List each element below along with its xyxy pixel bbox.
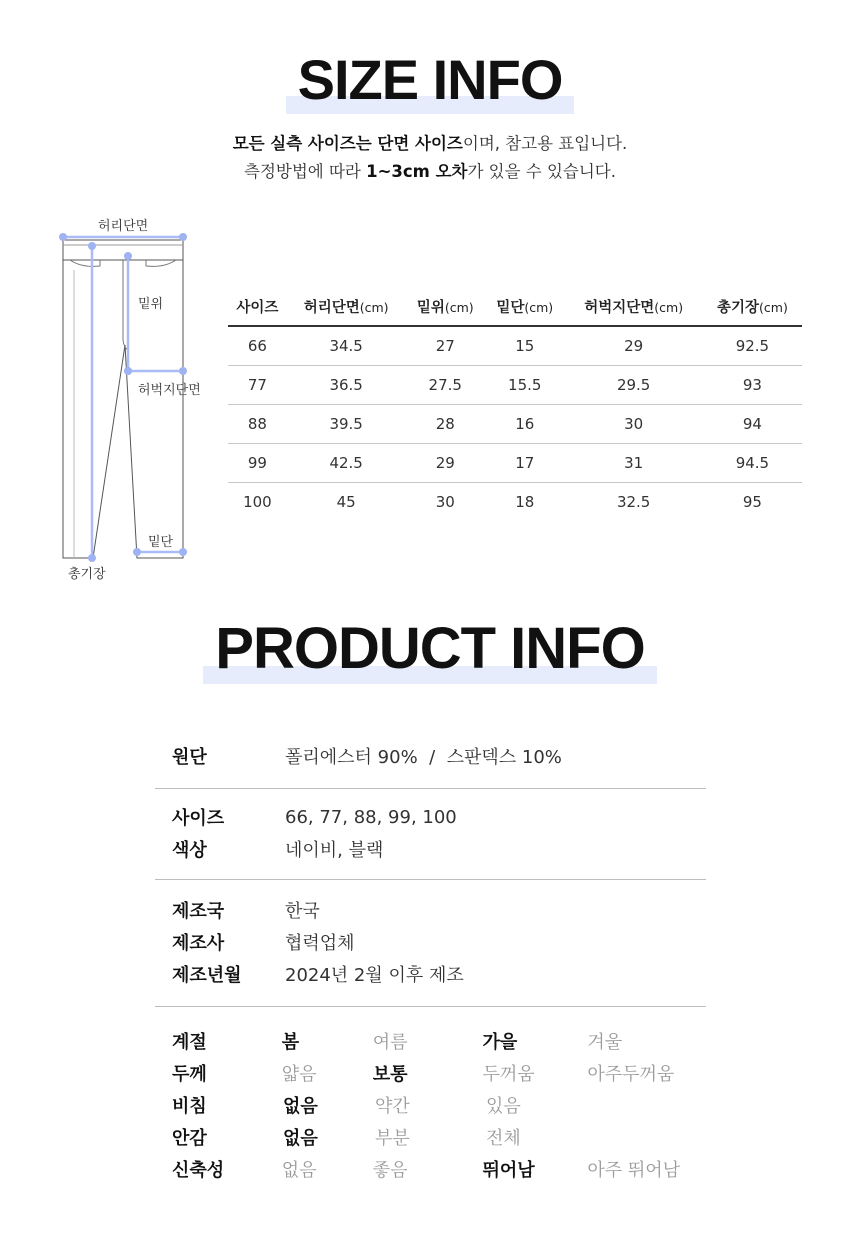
pants-measurement-diagram xyxy=(50,210,220,590)
size-table-cell: 27.5 xyxy=(406,366,486,405)
header-name: 밑단 xyxy=(496,300,525,316)
colors-label: 색상 xyxy=(172,840,207,861)
label-hem: 밑단 xyxy=(148,535,174,550)
size-table-cell: 15.5 xyxy=(485,366,565,405)
product-info-heading xyxy=(215,616,645,681)
pants-outline xyxy=(63,240,183,558)
manufacture-section xyxy=(155,880,706,1007)
measure-endpoint-dot xyxy=(124,252,132,260)
attribute-option-selected: 가을 xyxy=(482,1032,518,1053)
maker-label: 제조사 xyxy=(172,933,225,954)
size-table-row xyxy=(228,444,802,483)
size-info-heading xyxy=(297,48,563,111)
size-table-cell: 18 xyxy=(515,493,535,511)
attribute-row xyxy=(155,1153,706,1185)
size-table-cell: 36.5 xyxy=(287,366,406,405)
attribute-row xyxy=(155,1025,706,1057)
size-info-title: SIZE INFO xyxy=(297,48,563,111)
attribute-label: 비침 xyxy=(172,1096,207,1117)
size-table-cell: 95 xyxy=(742,493,762,511)
size-table-cell: 45 xyxy=(336,493,356,511)
header-unit: (cm) xyxy=(444,300,474,315)
measure-endpoint-dot xyxy=(179,548,187,556)
size-table-row xyxy=(228,326,802,366)
size-table-cell: 88 xyxy=(228,405,287,444)
attribute-label: 안감 xyxy=(172,1128,207,1149)
size-table-cell: 94.5 xyxy=(703,444,802,483)
size-table-cell: 27 xyxy=(406,326,486,366)
attribute-row xyxy=(155,1089,706,1121)
notice-line-2 xyxy=(0,158,860,186)
size-table-header-cell xyxy=(565,288,703,326)
header-name: 총기장 xyxy=(716,300,760,316)
size-table-row xyxy=(228,405,802,444)
header-unit: (cm) xyxy=(654,300,684,315)
attribute-option: 아주 뛰어남 xyxy=(587,1160,681,1181)
header-name: 허리단면 xyxy=(303,300,360,316)
notice-segment: 1~3cm 오차 xyxy=(366,162,468,181)
product-info-table xyxy=(155,734,706,1199)
notice-segment: 이며, 참고용 표입니다. xyxy=(462,134,628,153)
attribute-option: 얇음 xyxy=(281,1064,317,1085)
date-row xyxy=(155,958,706,990)
attribute-option: 겨울 xyxy=(587,1032,623,1053)
attribute-option: 좋음 xyxy=(372,1160,408,1181)
size-table-cell: 94 xyxy=(703,405,802,444)
label-length: 총기장 xyxy=(68,567,106,582)
size-table-header-cell xyxy=(406,288,486,326)
measure-endpoint-dot xyxy=(133,548,141,556)
colors-value: 네이비, 블랙 xyxy=(285,840,384,861)
country-row xyxy=(155,894,706,926)
notice-segment: 가 있을 수 있습니다. xyxy=(467,162,616,181)
notice-segment: 모든 실측 사이즈는 단면 사이즈 xyxy=(232,134,463,153)
size-table-cell: 29.5 xyxy=(565,366,703,405)
attribute-option-selected: 없음 xyxy=(283,1096,318,1117)
size-table-header-cell xyxy=(485,288,565,326)
sizes-label: 사이즈 xyxy=(172,808,225,829)
header-name: 사이즈 xyxy=(236,300,279,316)
header-unit: (cm) xyxy=(524,300,554,315)
notice-segment: 측정방법에 따라 xyxy=(244,162,367,181)
size-table xyxy=(228,288,802,521)
size-table-row xyxy=(228,483,802,522)
attribute-option-selected: 보통 xyxy=(372,1064,408,1085)
country-value: 한국 xyxy=(285,901,320,922)
size-table-cell: 29 xyxy=(565,326,703,366)
size-table-cell: 28 xyxy=(406,405,486,444)
date-value: 2024년 2월 이후 제조 xyxy=(285,965,464,986)
product-info-heading-wrap xyxy=(0,616,860,681)
header-name: 허벅지단면 xyxy=(584,300,655,316)
size-table-cell: 16 xyxy=(485,405,565,444)
pants-outline-svg xyxy=(50,210,220,590)
size-table-header-cell xyxy=(287,288,406,326)
sizes-row xyxy=(155,801,706,833)
attribute-option: 없음 xyxy=(281,1160,317,1181)
size-table-header-row xyxy=(228,288,802,326)
attribute-option-selected: 뛰어남 xyxy=(482,1160,535,1181)
header-unit: (cm) xyxy=(759,300,788,315)
size-table-cell: 34.5 xyxy=(287,326,406,366)
size-info-heading-wrap xyxy=(0,48,860,111)
colors-row xyxy=(155,833,706,865)
size-table-body xyxy=(228,326,802,521)
product-info-title: PRODUCT INFO xyxy=(215,616,645,681)
size-table-row xyxy=(228,366,802,405)
attribute-option: 약간 xyxy=(375,1096,410,1117)
attribute-option: 아주두꺼움 xyxy=(587,1064,675,1085)
maker-row xyxy=(155,926,706,958)
notice-line-1 xyxy=(0,130,860,158)
attribute-option: 여름 xyxy=(372,1032,408,1053)
fabric-value: 폴리에스터 90% / 스판덱스 10% xyxy=(285,747,562,768)
attributes-section xyxy=(155,1007,706,1199)
header-unit: (cm) xyxy=(359,300,389,315)
size-table-header-cell xyxy=(228,288,287,326)
size-color-section xyxy=(155,789,706,880)
size-table-cell: 77 xyxy=(228,366,287,405)
sizes-value: 66, 77, 88, 99, 100 xyxy=(285,806,457,828)
attribute-option-selected: 없음 xyxy=(283,1128,318,1149)
size-table-cell: 29 xyxy=(406,444,486,483)
attribute-option: 부분 xyxy=(375,1128,410,1149)
measure-endpoint-dot xyxy=(179,367,187,375)
size-table-cell: 31 xyxy=(565,444,703,483)
size-table-cell: 93 xyxy=(703,366,802,405)
label-waist: 허리단면 xyxy=(98,219,149,234)
size-table-cell: 17 xyxy=(485,444,565,483)
measure-endpoint-dot xyxy=(59,233,67,241)
measure-endpoint-dot xyxy=(124,367,132,375)
size-table-cell: 30 xyxy=(565,405,703,444)
size-table-cell: 66 xyxy=(228,326,287,366)
attribute-label: 신축성 xyxy=(172,1160,225,1181)
header-name: 밑위 xyxy=(416,300,445,316)
size-table-cell: 32.5 xyxy=(616,493,651,511)
measure-endpoint-dot xyxy=(179,233,187,241)
attribute-option-selected: 봄 xyxy=(281,1032,300,1053)
maker-value: 협력업체 xyxy=(285,933,355,954)
attribute-option: 있음 xyxy=(486,1096,521,1117)
size-table-cell: 100 xyxy=(243,493,272,511)
size-table-cell: 42.5 xyxy=(287,444,406,483)
attribute-label: 계절 xyxy=(172,1032,207,1053)
fabric-label: 원단 xyxy=(172,747,207,768)
label-rise: 밑위 xyxy=(138,297,164,312)
label-thigh: 허벅지단면 xyxy=(138,383,201,398)
measure-endpoint-dot xyxy=(88,554,96,562)
country-label: 제조국 xyxy=(172,901,225,922)
fabric-row xyxy=(155,740,706,772)
size-table-cell: 30 xyxy=(435,493,455,511)
measure-endpoint-dot xyxy=(88,242,96,250)
size-table-cell: 99 xyxy=(228,444,287,483)
size-notice xyxy=(0,130,860,186)
fabric-section xyxy=(155,734,706,789)
size-table-header-cell xyxy=(703,288,802,326)
size-table-cell: 39.5 xyxy=(287,405,406,444)
size-table-cell: 92.5 xyxy=(703,326,802,366)
attribute-label: 두께 xyxy=(172,1064,207,1085)
attribute-row xyxy=(155,1057,706,1089)
size-table-cell: 15 xyxy=(485,326,565,366)
attribute-row xyxy=(155,1121,706,1153)
attribute-option: 전체 xyxy=(486,1128,521,1149)
date-label: 제조년월 xyxy=(172,965,242,986)
attribute-option: 두꺼움 xyxy=(482,1064,535,1085)
